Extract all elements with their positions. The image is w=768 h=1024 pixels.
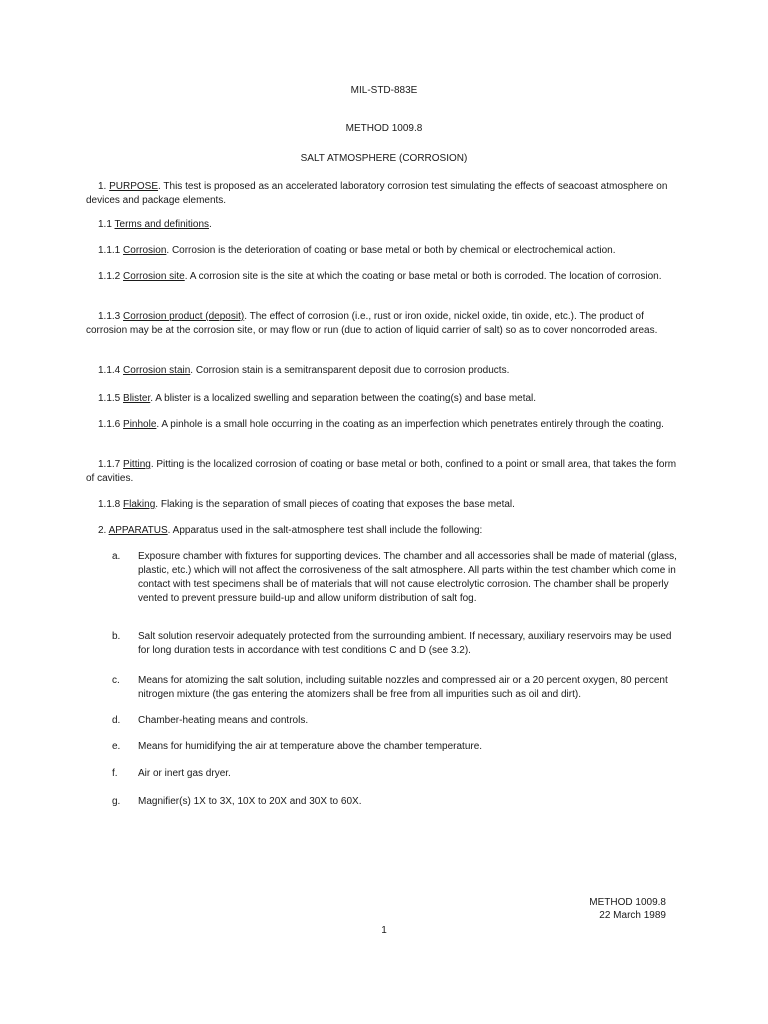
section-terms [86, 218, 686, 232]
section-text: . A pinhole is a small hole occurring in the coating as an imperfection which penetrates entirely through the coating. [156, 419, 664, 430]
list-item-text: Means for humidifying the air at temperature above the chamber temperature. [138, 741, 483, 752]
list-item-text: Exposure chamber with fixtures for supporting devices. The chamber and all accessories shall be made of material (glass, plastic, etc.) which will not affect the corrosiveness of the salt atmosphere. All parts within the test chamber which come in contact with test specimens shall be of materials that will not cause electrolytic corrosion. The chamber shall be properly vented to prevent pressure build-up and allow uniform distribution of salt fog. [138, 551, 677, 604]
section-text: . Pitting is the localized corrosion of coating or base metal or both, confined to a point or small area, that takes the form of cavities. [86, 459, 677, 484]
section-text: . A corrosion site is the site at which the coating or base metal or both is corroded. The location of corrosion. [184, 271, 662, 282]
section-text: . The effect of corrosion (i.e., rust or iron oxide, nickel oxide, tin oxide, etc.). The product of corrosion may be at the corrosion site, or may flow or run (due to action of liquid carrier of salt) so as to cover noncorroded areas. [86, 311, 658, 336]
list-item-label: f. [112, 768, 118, 779]
section-text: . [209, 219, 212, 230]
definition-1-1-7 [86, 458, 686, 486]
definition-1-1-4 [86, 364, 686, 378]
footer-method: METHOD 1009.8 [589, 897, 666, 908]
section-number: 1.1.1 [98, 245, 121, 256]
section-number: 1.1.3 [98, 311, 121, 322]
section-heading: Corrosion product (deposit) [123, 311, 245, 322]
document-id: MIL-STD-883E [350, 85, 418, 96]
footer-date: 22 March 1989 [599, 910, 666, 921]
definition-1-1-2 [86, 270, 686, 284]
section-text: . Flaking is the separation of small pieces of coating that exposes the base metal. [155, 499, 515, 510]
section-heading: Corrosion site [123, 271, 185, 282]
list-item-label: e. [112, 741, 121, 752]
section-heading: Pitting [123, 459, 151, 470]
list-item-label: c. [112, 675, 120, 686]
section-text: . Corrosion is the deterioration of coating or base metal or both by chemical or electrochemical action. [166, 245, 616, 256]
definition-1-1-8 [86, 498, 686, 512]
definition-1-1-3 [86, 310, 686, 338]
method-title: SALT ATMOSPHERE (CORROSION) [300, 153, 468, 164]
section-purpose [86, 180, 686, 208]
section-heading: Pinhole [123, 419, 157, 430]
section-heading: Terms and definitions [114, 219, 210, 230]
list-item-label: d. [112, 715, 121, 726]
section-apparatus [86, 524, 686, 538]
section-number: 1.1.8 [98, 499, 121, 510]
section-number: 1.1 [98, 219, 112, 230]
section-heading: Flaking [123, 499, 156, 510]
section-heading: APPARATUS [108, 525, 168, 536]
section-number: 1.1.7 [98, 459, 121, 470]
section-heading: Blister [123, 393, 151, 404]
list-item-label: a. [112, 551, 121, 562]
section-text: . This test is proposed as an accelerated laboratory corrosion test simulating the effects of seacoast atmosphere on devices and package elements. [86, 181, 668, 206]
list-item-text: Magnifier(s) 1X to 3X, 10X to 20X and 30X to 60X. [138, 796, 362, 807]
method-number: METHOD 1009.8 [345, 123, 423, 134]
section-text: . Corrosion stain is a semitransparent deposit due to corrosion products. [190, 365, 510, 376]
section-number: 1.1.2 [98, 271, 121, 282]
section-number: 2. [98, 525, 107, 536]
section-number: 1.1.6 [98, 419, 121, 430]
section-text: . Apparatus used in the salt-atmosphere test shall include the following: [167, 525, 483, 536]
section-text: . A blister is a localized swelling and separation between the coating(s) and base metal. [150, 393, 537, 404]
list-item-text: Air or inert gas dryer. [138, 768, 231, 779]
section-heading: Corrosion stain [123, 365, 191, 376]
page-number: 1 [381, 925, 387, 936]
definition-1-1-1 [86, 244, 686, 258]
list-item-text: Means for atomizing the salt solution, including suitable nozzles and compressed air or a 20 percent oxygen, 80 percent nitrogen mixture (the gas entering the atomizers shall be free from all impurities such as oil and dirt). [138, 675, 668, 700]
definition-1-1-5 [86, 392, 686, 406]
list-item-label: g. [112, 796, 121, 807]
section-heading: Corrosion [123, 245, 167, 256]
list-item-text: Chamber-heating means and controls. [138, 715, 309, 726]
section-number: 1.1.4 [98, 365, 121, 376]
definition-1-1-6 [86, 418, 686, 432]
list-item-text: Salt solution reservoir adequately protected from the surrounding ambient. If necessary, auxiliary reservoirs may be used for long duration tests in accordance with test conditions C and D (see 3.2). [138, 631, 672, 656]
section-number: 1.1.5 [98, 393, 121, 404]
section-heading: PURPOSE [109, 181, 159, 192]
section-number: 1. [98, 181, 107, 192]
list-item-label: b. [112, 631, 121, 642]
